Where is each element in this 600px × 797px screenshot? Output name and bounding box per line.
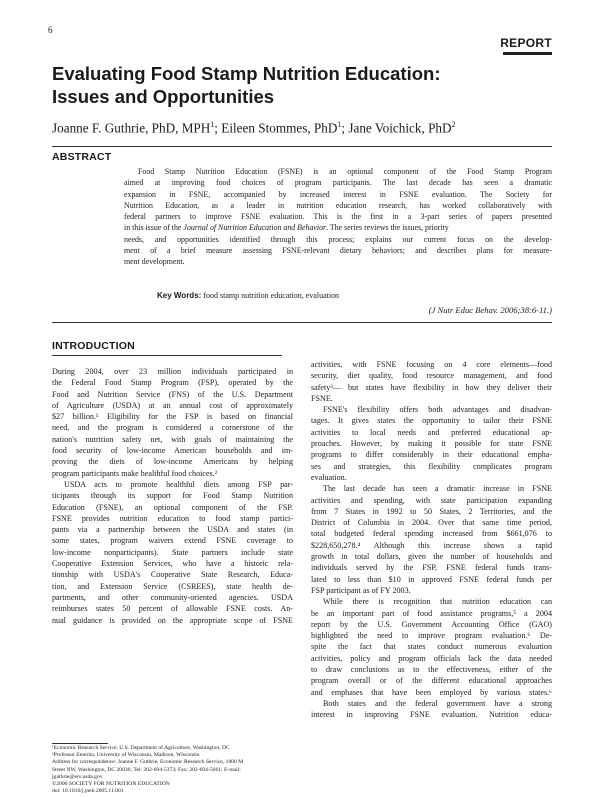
body-line: nual guidance is provided on the appropriate scope of FSNE (52, 615, 293, 625)
body-line: ses and strategies, this flexibility complicates program (311, 461, 552, 471)
body-line: and emphases that have been employed by various states.⁶ (311, 687, 552, 697)
body-line: ticipants through its support for Food Stamp Nutrition (52, 491, 293, 501)
left-column (52, 366, 293, 626)
doi-line: doi: 10.1016/j.jneb.2005.11.001 (52, 788, 124, 795)
introduction-rule (52, 355, 282, 356)
body-line: FSNE provides nutrition education to food stamp partici- (52, 513, 293, 523)
body-line: While there is recognition that nutrition education can (323, 597, 552, 607)
author-name: Joanne F. Guthrie, PhD, MPH (52, 120, 211, 136)
page-number: 6 (48, 25, 53, 35)
body-line: some states, program waivers extend FSNE coverage to (52, 536, 293, 546)
body-line: FSNE. (311, 393, 333, 403)
report-rule (503, 52, 552, 55)
footnotes (52, 745, 302, 795)
abstract-top-rule (52, 146, 552, 147)
footnote-line: Street NW, Washington, DC 20036; Tel: 202-694-5373; Fax: 202-694-5661; E-mail: (52, 766, 241, 773)
abstract-heading: ABSTRACT (52, 151, 112, 163)
body-line: to draw conclusions as to the effectiveness, either of the (311, 665, 552, 675)
body-line: programs to differ considerably in their educational empha- (311, 450, 552, 460)
body-line: interest in improving FSNE evaluation. Nutrition educa- (311, 710, 552, 720)
body-line: highlighted the need to improve program evaluation.⁶ De- (311, 631, 552, 641)
body-line: individuals served by the FSP, FSNE federal funds trans- (311, 563, 552, 573)
body-line: report by the U.S. Government Accounting Office (GAO) (311, 619, 552, 629)
abstract-line (124, 222, 552, 233)
body-line: District of Columbia in 2004. Over that same time period, (311, 518, 552, 528)
report-label: REPORT (500, 36, 552, 50)
footnote-line: Address for correspondence: Joanne F. Guthrie, Economic Research Service, 1800 M (52, 759, 244, 766)
body-line: security, diet quality, food resource management, and food (311, 371, 552, 381)
footnote-rule (52, 743, 108, 744)
abstract-line: Food Stamp Nutrition Education (FSNE) is an optional component of the Food Stamp Program (138, 167, 552, 176)
journal-name: Journal of Nutrition Education and Behavior (183, 223, 327, 233)
abstract-bottom-rule (52, 322, 552, 323)
body-line: $228,650,278.⁴ Although this increase shows a rapid (311, 540, 552, 550)
abstract-line: ment development. (124, 257, 185, 267)
body-line: tionship with USDA's Cooperative State Research, Educa- (52, 570, 293, 580)
body-line: proaches. However, by making it possible for state FSNE (311, 439, 552, 449)
body-line: program overall or of the different educational approaches (311, 676, 552, 686)
abstract-line: Nutrition Education, as a leader in nutrition education research, has worked collaboratively with (124, 200, 552, 210)
body-line: USDA acts to promote healthful diets among FSP par- (64, 479, 293, 489)
abstract-text: in this issue of the (124, 223, 182, 233)
abstract-text: . The series reviews the issues, priority (326, 223, 449, 233)
title-line: Evaluating Food Stamp Nutrition Education: (52, 63, 441, 84)
body-line: FSP participant as of FY 2003. (311, 585, 411, 595)
body-line: activities, policy and program officials lack the data needed (311, 653, 552, 663)
keywords-text: food stamp nutrition education, evaluation (203, 291, 340, 300)
affiliation-marker: 1 (210, 120, 215, 129)
abstract-line: expansion in FSNE, accompanied by increased interest in FSNE evaluation. The Society for (124, 189, 552, 199)
introduction-heading: INTRODUCTION (52, 340, 135, 352)
body-line: reimburses states 50 percent of allowable FSNE costs. An- (52, 604, 293, 614)
body-line: FSNE's flexibility offers both advantages and disadvan- (323, 405, 552, 415)
title-line: Issues and Opportunities (52, 86, 275, 107)
body-line: pants via a partnership between the USDA and states (in (52, 525, 293, 535)
body-line: tion, and Extension Service (CSREES), state health de- (52, 581, 293, 591)
abstract-body (124, 166, 552, 268)
citation: (J Nutr Educ Behav. 2006;38:6-11.) (428, 305, 552, 315)
body-line: lated to less than $10 in approved FSNE federal funds per (311, 574, 552, 584)
keywords-label: Key Words: (157, 291, 202, 300)
body-line: low-income nonparticipants). State partners include state (52, 547, 293, 557)
body-line: Both states and the federal government have a strong (323, 698, 552, 708)
body-line: proving the diets of low-income Americans by helping (52, 457, 293, 467)
footnote-line: ¹Economic Research Service, U.S. Department of Agriculture, Washington, DC (52, 745, 230, 751)
body-line: need, and the program is considered a cornerstone of the (52, 423, 293, 433)
body-line: growth in total dollars, given the number of households and (311, 552, 552, 562)
body-line: The last decade has seen a dramatic increase in FSNE (323, 484, 552, 494)
body-line: of Agriculture (USDA) at an annual cost of approximately (52, 400, 293, 410)
affiliation-marker: 2 (451, 120, 456, 129)
body-line: nation's nutrition safety net, with goals of maintaining the (52, 434, 293, 444)
body-line: $27 billion.¹ Eligibility for the FSP is based on financial (52, 412, 293, 422)
affiliation-marker: 1 (337, 120, 342, 129)
footnote-line: ²Professor Emerita, University of Wisconsin, Madison, Wisconsin (52, 752, 200, 759)
right-column (311, 359, 552, 721)
author-name: ; Jane Voichick, PhD (341, 120, 452, 136)
body-line: activities, with FSNE focusing on 4 core elements—food (311, 360, 552, 369)
body-line: the Federal Food Stamp Program (FSP), operated by the (52, 378, 293, 388)
body-line: food security of low-income American households and im- (52, 446, 293, 456)
body-line: be an important part of food assistance programs,⁵ a 2004 (311, 608, 552, 618)
body-line: tages. It gives states the opportunity to tailor their FSNE (311, 416, 552, 426)
abstract-line: aimed at improving food choices of program participants. The last decade has seen a dramatic (124, 178, 552, 188)
body-line: activities to local needs and preferred educational ap- (311, 427, 552, 437)
article-title (52, 62, 552, 108)
body-line: partments, and other community-oriented agencies. USDA (52, 592, 293, 602)
body-line: Education (FSNE), an optional component of the FSP. (52, 502, 293, 512)
abstract-line: ment of a brief measure assessing FSNE-relevant dietary behaviors; and describes plans for measure- (124, 246, 552, 256)
body-line: program participants make healthful food choices.² (52, 468, 218, 478)
body-line: Food and Nutrition Service (FNS) of the U.S. Department (52, 389, 293, 399)
body-line: Cooperative Extension Services, who have a historic rela- (52, 559, 293, 569)
abstract-line: federal partners to improve FSNE evaluation. This is the first in a 3-part series of papers presented (124, 212, 552, 222)
body-line: activities and spending, with state participation expanding (311, 495, 552, 505)
author-list (52, 120, 552, 136)
author-name: ; Eileen Stommes, PhD (214, 120, 338, 136)
body-line: from 7 States in 1992 to 50 States, 2 Territories, and the (311, 506, 552, 516)
body-line: evaluation. (311, 472, 347, 482)
footnote-line: jguthrie@ers.usda.gov. (52, 773, 104, 780)
abstract-line: needs, and opportunities identified through this process; explains our current focus on the develop- (124, 234, 552, 244)
body-line: spite the fact that states conduct numerous evaluation (311, 642, 552, 652)
body-line: safety³— but states have flexibility in how they deliver their (311, 382, 552, 392)
keywords (157, 291, 339, 300)
body-line: total budgeted federal spending increased from $661,076 to (311, 529, 552, 539)
body-line: During 2004, over 23 million individuals participated in (52, 367, 293, 376)
copyright-line: ©2006 SOCIETY FOR NUTRITION EDUCATION (52, 780, 170, 787)
